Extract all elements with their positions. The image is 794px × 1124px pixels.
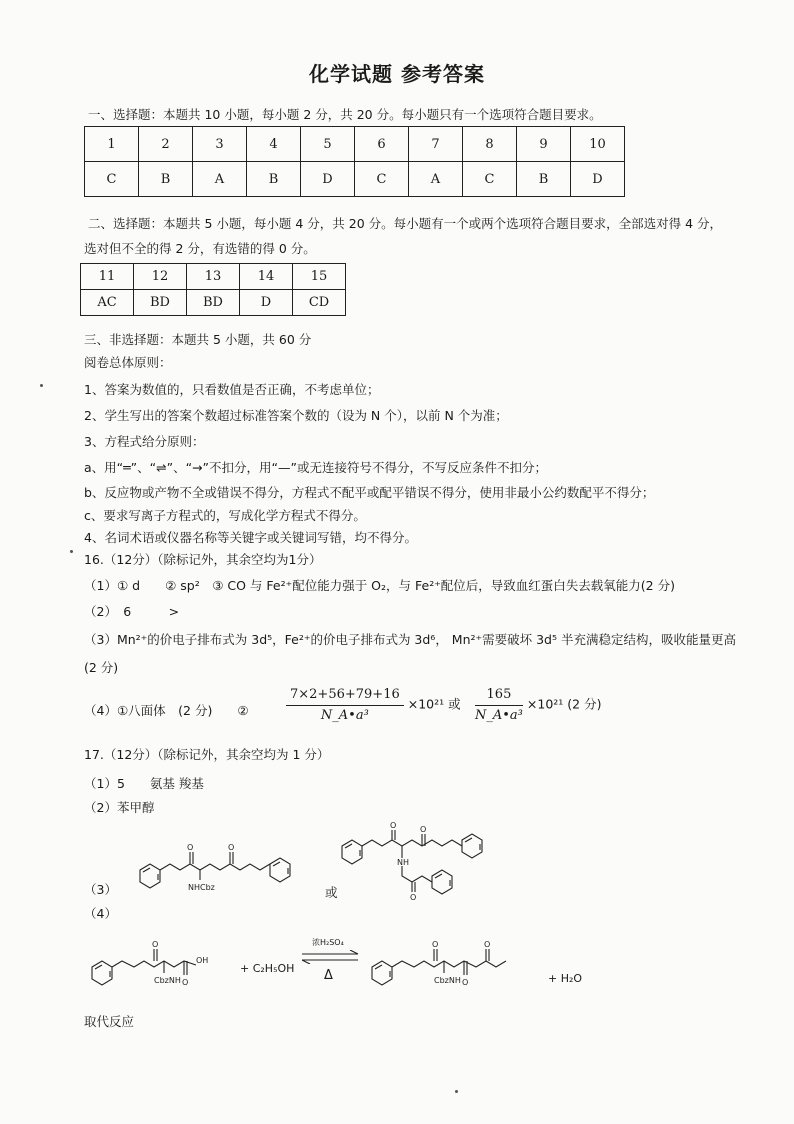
scan-speck: [70, 550, 73, 553]
section2-heading-line1: 二、选择题：本题共 5 小题，每小题 4 分，共 20 分。每小题有一个或两个选项符合题目要求，全部选对得 4 分，: [88, 216, 723, 231]
cbznh-label: CbzNH: [434, 976, 461, 985]
grading-rule-2: 2、学生写出的答案个数超过标准答案个数的（设为 N 个），以前 N 个为准；: [84, 408, 508, 423]
principles-title: 阅卷总体原则：: [84, 355, 172, 370]
scan-speck: [455, 1090, 458, 1093]
section2-answer-row: [81, 290, 346, 316]
table-cell: 15: [293, 264, 346, 290]
cbznh-label: CbzNH: [154, 976, 181, 985]
grading-rule-3c: c、要求写离子方程式的，写成化学方程式不得分。: [84, 508, 366, 523]
table-cell: C: [463, 162, 517, 197]
multiplier-text: ×10²¹ (2 分): [526, 696, 602, 712]
oxygen-label: O: [462, 978, 469, 987]
q17-part3-label: （3）: [84, 882, 117, 897]
table-cell: 8: [463, 127, 517, 162]
grading-rule-1: 1、答案为数值的，只看数值是否正确，不考虑单位；: [84, 382, 380, 397]
density-fraction-1: [286, 687, 404, 723]
q16-header: 16.（12分）（除标记外，其余空均为1分）: [84, 552, 322, 567]
grading-rule-3b: b、反应物或产物不全或错误不得分，方程式不配平或配平错误不得分，使用非最小公约数配平不得分；: [84, 485, 655, 500]
product-structure: [368, 935, 548, 1005]
q16-part4-prefix: （4）①八面体 (2 分) ②: [84, 703, 249, 718]
table-cell: 5: [301, 127, 355, 162]
table-cell: B: [247, 162, 301, 197]
section1-heading: 一、选择题：本题共 10 小题，每小题 2 分，共 20 分。每小题只有一个选项符合题目要求。: [88, 107, 602, 122]
page-title: 化学试题 参考答案: [309, 62, 485, 86]
table-cell: C: [85, 162, 139, 197]
water-product: + H₂O: [548, 972, 583, 985]
table-cell: D: [571, 162, 625, 197]
grading-rule-3a: a、用“═”、“⇌”、“→”不扣分，用“—”或无连接符号不得分，不写反应条件不扣分；: [84, 460, 547, 475]
table-cell: BD: [187, 290, 240, 316]
oxygen-label: O: [390, 821, 397, 830]
reversible-arrow: [300, 950, 360, 964]
q17-part3-or: 或: [325, 885, 338, 900]
table-cell: CD: [293, 290, 346, 316]
table-cell: 10: [571, 127, 625, 162]
section3-heading: 三、非选择题：本题共 5 小题，共 60 分: [84, 332, 312, 347]
oxygen-label: O: [432, 940, 439, 949]
table-cell: B: [139, 162, 193, 197]
table-cell: 14: [240, 264, 293, 290]
section1-answer-row: [85, 162, 625, 197]
q17-part4-label: （4）: [84, 906, 117, 921]
table-cell: C: [355, 162, 409, 197]
reactant-structure: [88, 935, 248, 1005]
table-cell: 13: [187, 264, 240, 290]
table-cell: 2: [139, 127, 193, 162]
ethanol-reagent: + C₂H₅OH: [240, 962, 295, 975]
table-cell: 1: [85, 127, 139, 162]
q16-part2: （2） 6 >: [84, 604, 180, 619]
hydroxyl-label: OH: [196, 956, 209, 965]
q16-part4-formula-alt: [475, 687, 601, 723]
table-cell: 9: [517, 127, 571, 162]
q16-part3-line1: （3）Mn²⁺的价电子排布式为 3d⁵，Fe²⁺的价电子排布式为 3d⁶， Mn²⁺需要破坏 3d⁵ 半充满稳定结构，吸收能量更高: [84, 632, 736, 647]
table-cell: 7: [409, 127, 463, 162]
structure-dibenzyl-ester-nhcbz: [130, 830, 310, 900]
grading-rule-4: 4、名词术语或仪器名称等关键字或关键词写错，均不得分。: [84, 530, 417, 545]
q16-part4-formula: [286, 687, 461, 723]
fraction-denominator: N_A•a³: [320, 707, 369, 723]
table-cell: A: [193, 162, 247, 197]
section2-heading-line2: 选对但不全的得 2 分，有选错的得 0 分。: [84, 241, 316, 256]
table-cell: 6: [355, 127, 409, 162]
nh-label: NH: [397, 858, 409, 867]
fraction-numerator: 165: [475, 687, 523, 706]
q17-part2: （2）苯甲醇: [84, 800, 155, 815]
oxygen-label: O: [228, 843, 235, 852]
oxygen-label: O: [420, 825, 427, 834]
section1-answer-table: [84, 126, 625, 197]
table-cell: D: [240, 290, 293, 316]
density-fraction-2: [475, 687, 523, 723]
fraction-denominator: N_A•a³: [475, 707, 523, 723]
q17-header: 17.（12分）（除标记外，其余空均为 1 分）: [84, 747, 330, 762]
section2-number-row: [81, 264, 346, 290]
structure-dibenzyl-ester-alt: [340, 818, 500, 908]
table-cell: B: [517, 162, 571, 197]
fraction-numerator: 7×2+56+79+16: [286, 687, 404, 706]
table-cell: 12: [134, 264, 187, 290]
table-cell: D: [301, 162, 355, 197]
table-cell: AC: [81, 290, 134, 316]
q16-part1: （1）① d ② sp² ③ CO 与 Fe²⁺配位能力强于 O₂，与 Fe²⁺配位后，导致血红蛋白失去载氧能力(2 分): [84, 578, 675, 593]
oxygen-label: O: [410, 893, 417, 902]
multiplier-text: ×10²¹ 或: [407, 696, 461, 712]
grading-rule-3: 3、方程式给分原则：: [84, 434, 205, 449]
oxygen-label: O: [187, 843, 194, 852]
reaction-type: 取代反应: [84, 1014, 135, 1029]
oxygen-label: O: [182, 978, 189, 987]
table-cell: 11: [81, 264, 134, 290]
q16-part3-line2: (2 分): [84, 660, 119, 675]
table-cell: A: [409, 162, 463, 197]
oxygen-label: O: [152, 940, 159, 949]
nhcbz-label: NHCbz: [188, 883, 215, 892]
table-cell: BD: [134, 290, 187, 316]
table-cell: 3: [193, 127, 247, 162]
table-cell: 4: [247, 127, 301, 162]
scan-speck: [40, 384, 43, 387]
section2-answer-table: [80, 263, 346, 316]
oxygen-label: O: [484, 940, 491, 949]
q17-part1: （1）5 氨基 羧基: [84, 776, 204, 791]
heat-symbol: Δ: [324, 968, 333, 983]
catalyst-label: 浓H₂SO₄: [312, 938, 344, 947]
section1-number-row: [85, 127, 625, 162]
